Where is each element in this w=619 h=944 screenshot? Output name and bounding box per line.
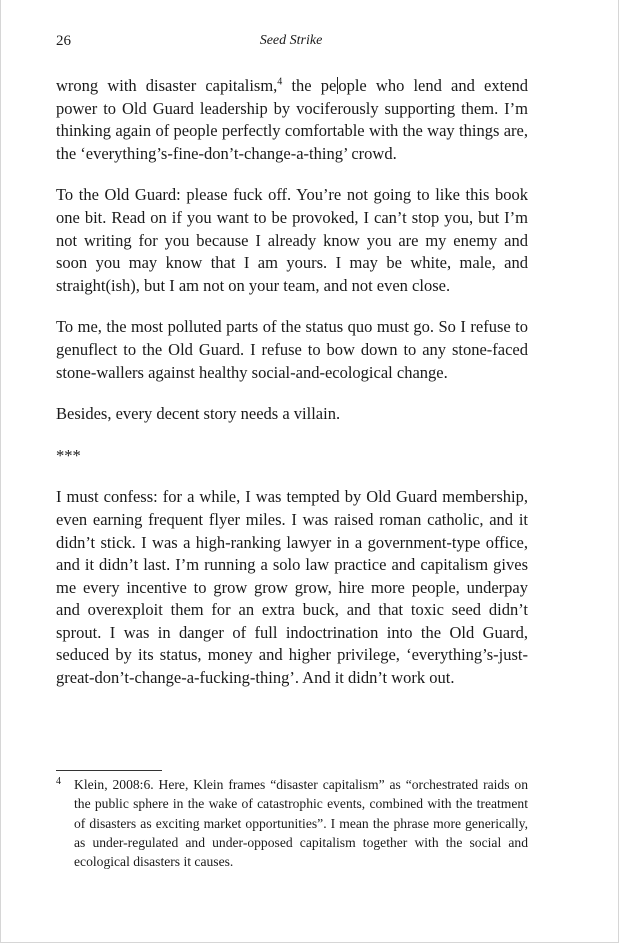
page-body — [56, 75, 528, 690]
page-header — [56, 33, 526, 53]
paragraph-2[interactable]: To the Old Guard: please fuck off. You’re not going to like this book one bit. Read on if you want to be provoked, I can’t stop you, but I’m not writing for you because I already know you are my enemy and soon you may know that I am yours. I may be white, male, and straight(ish), but I am not on your team, and not even close. — [56, 185, 528, 295]
section-separator: *** — [56, 445, 81, 465]
paragraph-1-end: ople who lend and extend power to Old Guard leadership by vociferously supporting them. I’m thinking again of people perfectly comfortable with the way things are, the ‘everything’s-fine-don’t-change-a-thing’ crowd. — [56, 76, 528, 163]
paragraph-1[interactable] — [56, 75, 528, 165]
footnote — [56, 775, 528, 871]
paragraph-3[interactable]: To me, the most polluted parts of the status quo must go. So I refuse to genuflect to the Old Guard. I refuse to bow down to any stone-faced stone-wallers against healthy social-and-ecological change. — [56, 317, 528, 382]
footnote-divider — [56, 770, 162, 771]
page-number: 26 — [56, 33, 71, 49]
paragraph-1-start: wrong with disaster capitalism, — [56, 76, 278, 95]
footnote-marker: 4 — [56, 776, 61, 787]
footnote-text[interactable]: Klein, 2008:6. Here, Klein frames “disaster capitalism” as “orchestrated raids on the public sphere in the wake of catastrophic events, combined with the treatment of disasters as exciting market opportunities”. I mean the phrase more generically, as under-regulated and under-opposed capitalism together with the social and ecological disasters it causes. — [74, 777, 528, 870]
paragraph-1-mid: the pe — [282, 76, 337, 95]
paragraph-4[interactable]: Besides, every decent story needs a villain. — [56, 404, 341, 424]
footnote-reference[interactable]: 4 — [277, 76, 283, 88]
running-title: Seed Strike — [259, 33, 323, 48]
paragraph-5[interactable]: I must confess: for a while, I was tempted by Old Guard membership, even earning frequent flyer miles. I was raised roman catholic, and it didn’t stick. I was a high-ranking lawyer in a government-type office, and it didn’t last. I’m running a solo law practice and capitalism gives me every incentive to grow grow grow, hire more people, underpay and overexploit them for an extra buck, and that toxic seed didn’t sprout. I was in danger of full indoctrination into the Old Guard, seduced by its status, money and higher privilege, ‘everything’s-just-great-don’t-change-a-fucking-thing’. And it didn’t work out. — [56, 487, 528, 688]
